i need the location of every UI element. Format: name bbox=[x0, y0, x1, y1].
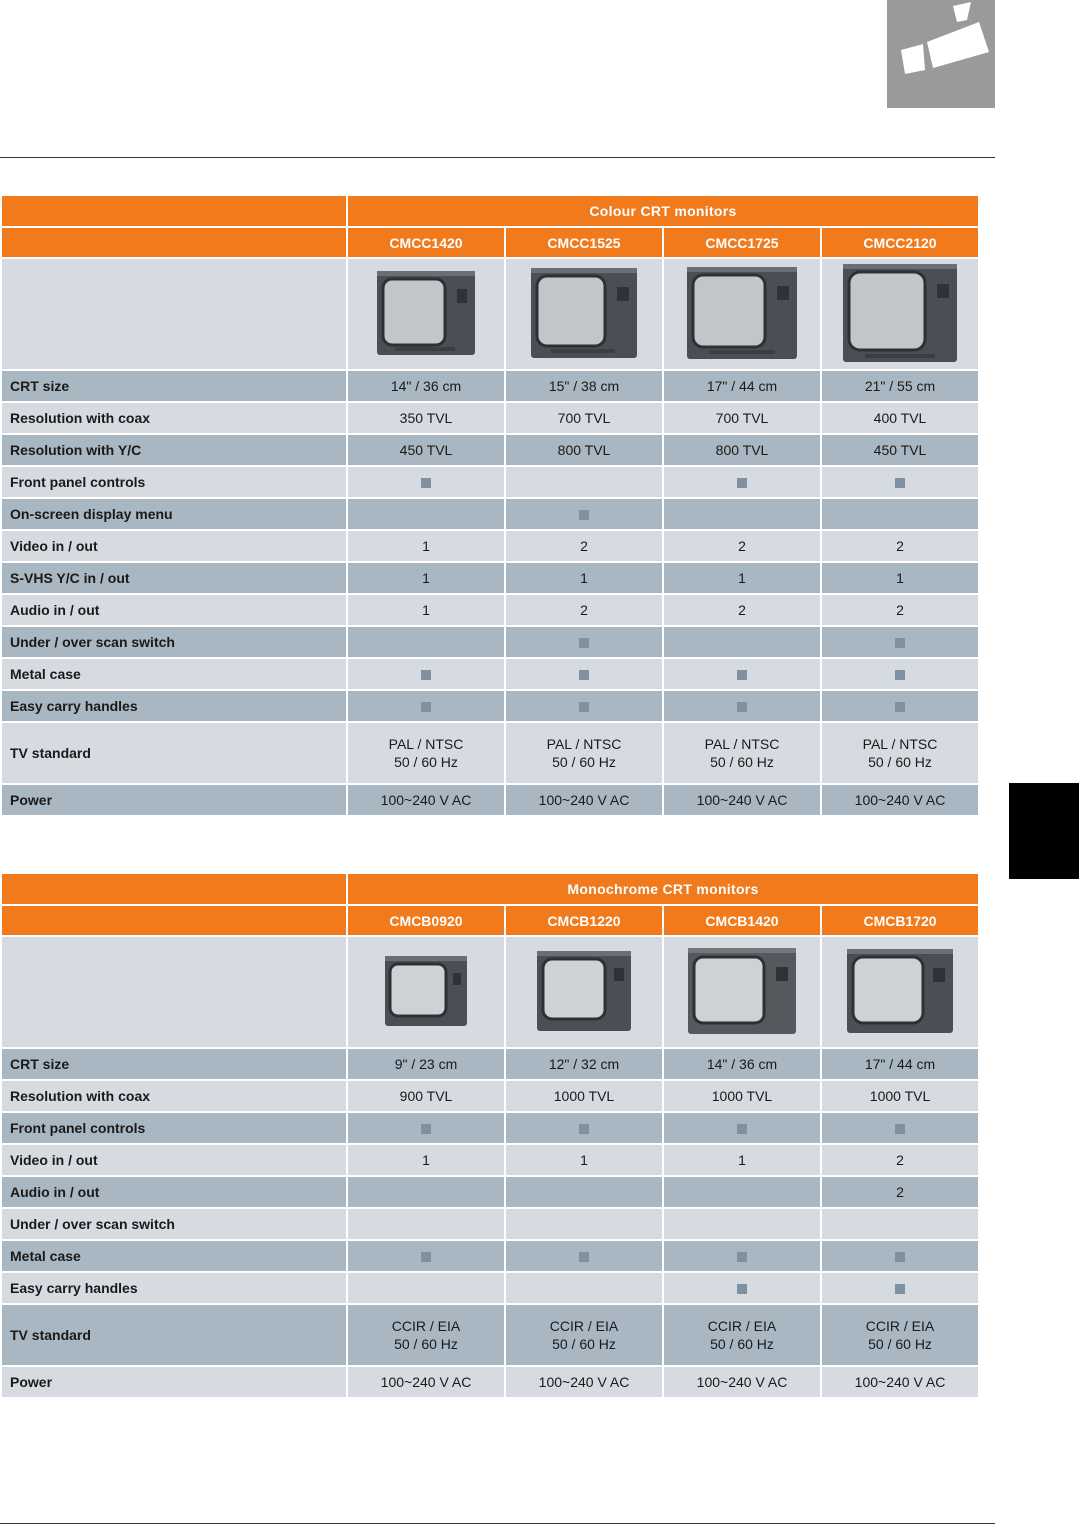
spec-value: 1 bbox=[422, 570, 430, 586]
spec-value-cell bbox=[506, 627, 662, 657]
spec-value: 350 TVL bbox=[399, 410, 453, 426]
spec-label: Front panel controls bbox=[2, 1113, 346, 1143]
spec-value-cell bbox=[664, 723, 820, 783]
spec-value: 14ʺ / 36 cm bbox=[706, 1056, 778, 1072]
spec-value-cell bbox=[822, 1145, 978, 1175]
spec-value: 100~240 V AC bbox=[696, 792, 788, 808]
spec-value-cell bbox=[664, 1273, 820, 1303]
feature-check-icon bbox=[579, 638, 589, 648]
spec-value-cell bbox=[506, 1273, 662, 1303]
spec-label: Video in / out bbox=[2, 531, 346, 561]
feature-check-icon bbox=[895, 1124, 905, 1134]
spec-value-cell bbox=[822, 563, 978, 593]
spec-row bbox=[2, 1113, 978, 1143]
spec-label: Easy carry handles bbox=[2, 1273, 346, 1303]
spec-value-cell bbox=[822, 435, 978, 465]
model-name: CMCC2120 bbox=[822, 228, 978, 257]
feature-check-icon bbox=[421, 478, 431, 488]
feature-check-icon bbox=[895, 478, 905, 488]
spec-value: 450 TVL bbox=[399, 442, 453, 458]
crt-monitor-image bbox=[841, 262, 959, 364]
spec-value-cell bbox=[348, 1177, 504, 1207]
spec-value-cell bbox=[664, 595, 820, 625]
model-name: CMCC1420 bbox=[348, 228, 504, 257]
spec-value: PAL / NTSC 50 / 60 Hz bbox=[388, 736, 464, 770]
spec-value-cell bbox=[348, 1305, 504, 1365]
spec-value-cell bbox=[348, 499, 504, 529]
spec-value-cell bbox=[506, 723, 662, 783]
spec-value-cell bbox=[348, 1209, 504, 1239]
spec-value-cell bbox=[348, 1145, 504, 1175]
spec-value: 1 bbox=[738, 570, 746, 586]
spec-value-cell bbox=[822, 467, 978, 497]
spec-value-cell bbox=[664, 785, 820, 815]
spec-label: Under / over scan switch bbox=[2, 1209, 346, 1239]
spec-value-cell bbox=[664, 691, 820, 721]
spec-value-cell bbox=[348, 691, 504, 721]
model-name: CMCC1525 bbox=[506, 228, 662, 257]
spec-value-cell bbox=[822, 1209, 978, 1239]
spec-value: 2 bbox=[896, 1184, 904, 1200]
spec-label: Audio in / out bbox=[2, 1177, 346, 1207]
spec-row bbox=[2, 723, 978, 783]
spec-value: 1 bbox=[738, 1152, 746, 1168]
product-image-cell bbox=[506, 259, 662, 369]
spec-value-cell bbox=[822, 531, 978, 561]
product-image-cell bbox=[822, 937, 978, 1047]
spec-row bbox=[2, 499, 978, 529]
spec-value-cell bbox=[822, 499, 978, 529]
spec-value: PAL / NTSC 50 / 60 Hz bbox=[862, 736, 938, 770]
spec-value: 800 TVL bbox=[557, 442, 611, 458]
spec-label: Easy carry handles bbox=[2, 691, 346, 721]
spec-value: CCIR / EIA 50 / 60 Hz bbox=[707, 1318, 777, 1352]
spec-value-cell bbox=[664, 1049, 820, 1079]
spec-row bbox=[2, 785, 978, 815]
spec-value-cell bbox=[506, 691, 662, 721]
spec-value-cell bbox=[664, 1145, 820, 1175]
spec-value-cell bbox=[664, 467, 820, 497]
product-image-cell bbox=[348, 259, 504, 369]
image-row-label-cell bbox=[2, 937, 346, 1047]
spec-value-cell bbox=[822, 1367, 978, 1397]
spec-value-cell bbox=[348, 627, 504, 657]
spec-value: 800 TVL bbox=[715, 442, 769, 458]
spec-value-cell bbox=[822, 1273, 978, 1303]
spec-value: 400 TVL bbox=[873, 410, 927, 426]
feature-check-icon bbox=[895, 638, 905, 648]
spec-value: 2 bbox=[580, 602, 588, 618]
spec-value-cell bbox=[348, 1241, 504, 1271]
spec-value-cell bbox=[664, 1177, 820, 1207]
table-corner-cell bbox=[2, 196, 346, 226]
spec-label: Metal case bbox=[2, 1241, 346, 1271]
crt-monitor-image bbox=[375, 267, 477, 359]
spec-value: 100~240 V AC bbox=[380, 1374, 472, 1390]
crt-monitor-image bbox=[845, 946, 955, 1036]
spec-row bbox=[2, 531, 978, 561]
feature-check-icon bbox=[579, 670, 589, 680]
spec-value-cell bbox=[664, 531, 820, 561]
spec-value: 700 TVL bbox=[557, 410, 611, 426]
spec-value-cell bbox=[348, 563, 504, 593]
crt-monitor-image bbox=[686, 945, 798, 1037]
spec-value: 14ʺ / 36 cm bbox=[390, 378, 462, 394]
spec-label: Resolution with Y/C bbox=[2, 435, 346, 465]
spec-value-cell bbox=[664, 1367, 820, 1397]
header-divider bbox=[0, 157, 995, 158]
spec-value-cell bbox=[506, 1241, 662, 1271]
feature-check-icon bbox=[737, 1284, 747, 1294]
product-image-cell bbox=[822, 259, 978, 369]
spec-value-cell bbox=[506, 1367, 662, 1397]
spec-row bbox=[2, 435, 978, 465]
spec-row bbox=[2, 659, 978, 689]
spec-value-cell bbox=[822, 403, 978, 433]
spec-value-cell bbox=[506, 595, 662, 625]
spec-value-cell bbox=[506, 1305, 662, 1365]
spec-value-cell bbox=[664, 1241, 820, 1271]
product-image-cell bbox=[506, 937, 662, 1047]
spec-label: On-screen display menu bbox=[2, 499, 346, 529]
spec-value: 100~240 V AC bbox=[380, 792, 472, 808]
spec-value: 17ʺ / 44 cm bbox=[864, 1056, 936, 1072]
spec-value-cell bbox=[822, 1305, 978, 1365]
model-name: CMCB1220 bbox=[506, 906, 662, 935]
spec-value-cell bbox=[664, 1081, 820, 1111]
spec-value-cell bbox=[822, 1049, 978, 1079]
spec-value-cell bbox=[506, 785, 662, 815]
spec-label: Resolution with coax bbox=[2, 1081, 346, 1111]
spec-value: 700 TVL bbox=[715, 410, 769, 426]
spec-value-cell bbox=[348, 1113, 504, 1143]
spec-label: Power bbox=[2, 1367, 346, 1397]
spec-value: 100~240 V AC bbox=[696, 1374, 788, 1390]
spec-value-cell bbox=[664, 371, 820, 401]
spec-value: CCIR / EIA 50 / 60 Hz bbox=[865, 1318, 935, 1352]
spec-row bbox=[2, 403, 978, 433]
spec-label: TV standard bbox=[2, 1305, 346, 1365]
spec-value: 100~240 V AC bbox=[854, 792, 946, 808]
feature-check-icon bbox=[895, 702, 905, 712]
spec-row bbox=[2, 371, 978, 401]
spec-value-cell bbox=[506, 1113, 662, 1143]
crt-monitor-image bbox=[383, 953, 469, 1029]
spec-value: 1 bbox=[422, 602, 430, 618]
spec-value-cell bbox=[506, 371, 662, 401]
spec-row bbox=[2, 691, 978, 721]
spec-value: 17ʺ / 44 cm bbox=[706, 378, 778, 394]
colour-crt-monitors-table bbox=[0, 194, 980, 817]
feature-check-icon bbox=[421, 702, 431, 712]
spec-value: 1000 TVL bbox=[711, 1088, 773, 1104]
spec-row bbox=[2, 1049, 978, 1079]
model-name: CMCB0920 bbox=[348, 906, 504, 935]
spec-value: 1 bbox=[422, 538, 430, 554]
spec-label: CRT size bbox=[2, 1049, 346, 1079]
spec-value: 1 bbox=[580, 570, 588, 586]
spec-value: CCIR / EIA 50 / 60 Hz bbox=[391, 1318, 461, 1352]
spec-row bbox=[2, 1145, 978, 1175]
spec-value: 900 TVL bbox=[399, 1088, 453, 1104]
spec-value-cell bbox=[348, 403, 504, 433]
spec-value-cell bbox=[664, 1113, 820, 1143]
spec-value-cell bbox=[348, 371, 504, 401]
spec-value: 2 bbox=[896, 602, 904, 618]
spec-value-cell bbox=[348, 1367, 504, 1397]
feature-check-icon bbox=[895, 1252, 905, 1262]
spec-value-cell bbox=[822, 1177, 978, 1207]
spec-value-cell bbox=[664, 563, 820, 593]
section-tab-marker bbox=[1009, 783, 1079, 879]
spec-value-cell bbox=[822, 595, 978, 625]
spec-value-cell bbox=[506, 1049, 662, 1079]
spec-row bbox=[2, 1367, 978, 1397]
spec-value-cell bbox=[506, 531, 662, 561]
spec-value-cell bbox=[506, 435, 662, 465]
spec-row bbox=[2, 595, 978, 625]
spec-value-cell bbox=[348, 435, 504, 465]
spec-value: 2 bbox=[738, 538, 746, 554]
monochrome-crt-monitors-table bbox=[0, 872, 980, 1399]
spec-value: PAL / NTSC 50 / 60 Hz bbox=[546, 736, 622, 770]
spec-value-cell bbox=[822, 1113, 978, 1143]
spec-value-cell bbox=[506, 563, 662, 593]
spec-row bbox=[2, 1177, 978, 1207]
spec-value: 1000 TVL bbox=[553, 1088, 615, 1104]
spec-value: 15ʺ / 38 cm bbox=[548, 378, 620, 394]
spec-value-cell bbox=[822, 1081, 978, 1111]
crt-monitor-image bbox=[535, 948, 633, 1034]
spec-value-cell bbox=[664, 499, 820, 529]
spec-row bbox=[2, 1305, 978, 1365]
spec-value-cell bbox=[348, 1081, 504, 1111]
spec-value-cell bbox=[348, 785, 504, 815]
feature-check-icon bbox=[579, 1252, 589, 1262]
spec-value: 1 bbox=[422, 1152, 430, 1168]
spec-value: CCIR / EIA 50 / 60 Hz bbox=[549, 1318, 619, 1352]
spec-value-cell bbox=[822, 1241, 978, 1271]
spec-value-cell bbox=[506, 1145, 662, 1175]
spec-value-cell bbox=[506, 403, 662, 433]
spec-value: 100~240 V AC bbox=[538, 1374, 630, 1390]
crt-monitor-image bbox=[685, 264, 799, 362]
footer-divider bbox=[0, 1523, 995, 1524]
spec-value-cell bbox=[664, 627, 820, 657]
spec-label: Resolution with coax bbox=[2, 403, 346, 433]
spec-value-cell bbox=[348, 595, 504, 625]
spec-label: TV standard bbox=[2, 723, 346, 783]
spec-value: PAL / NTSC 50 / 60 Hz bbox=[704, 736, 780, 770]
spec-label: S-VHS Y/C in / out bbox=[2, 563, 346, 593]
spec-value-cell bbox=[822, 371, 978, 401]
model-corner-cell bbox=[2, 906, 346, 935]
spec-value-cell bbox=[348, 531, 504, 561]
feature-check-icon bbox=[737, 670, 747, 680]
spec-value-cell bbox=[348, 467, 504, 497]
spec-label: Audio in / out bbox=[2, 595, 346, 625]
table-title: Colour CRT monitors bbox=[348, 196, 978, 226]
spec-label: Under / over scan switch bbox=[2, 627, 346, 657]
feature-check-icon bbox=[895, 1284, 905, 1294]
spec-value: 1 bbox=[580, 1152, 588, 1168]
spec-value-cell bbox=[506, 1177, 662, 1207]
spec-value-cell bbox=[664, 1305, 820, 1365]
model-name: CMCB1720 bbox=[822, 906, 978, 935]
feature-check-icon bbox=[579, 702, 589, 712]
spec-value-cell bbox=[822, 659, 978, 689]
image-row-label-cell bbox=[2, 259, 346, 369]
spec-value-cell bbox=[664, 403, 820, 433]
feature-check-icon bbox=[421, 1124, 431, 1134]
spec-row bbox=[2, 1209, 978, 1239]
feature-check-icon bbox=[579, 510, 589, 520]
crt-monitor-image bbox=[529, 265, 639, 361]
table-corner-cell bbox=[2, 874, 346, 904]
model-name: CMCB1420 bbox=[664, 906, 820, 935]
spec-row bbox=[2, 1081, 978, 1111]
spec-row bbox=[2, 467, 978, 497]
model-name: CMCC1725 bbox=[664, 228, 820, 257]
spec-label: CRT size bbox=[2, 371, 346, 401]
spec-value: 9ʺ / 23 cm bbox=[394, 1056, 458, 1072]
spec-value-cell bbox=[506, 1209, 662, 1239]
feature-check-icon bbox=[737, 1252, 747, 1262]
spec-value-cell bbox=[664, 435, 820, 465]
feature-check-icon bbox=[421, 670, 431, 680]
spec-value: 2 bbox=[896, 538, 904, 554]
spec-value-cell bbox=[822, 691, 978, 721]
spec-value: 2 bbox=[580, 538, 588, 554]
spec-value-cell bbox=[664, 1209, 820, 1239]
spec-value: 100~240 V AC bbox=[538, 792, 630, 808]
spec-value-cell bbox=[348, 1273, 504, 1303]
feature-check-icon bbox=[737, 1124, 747, 1134]
spec-value-cell bbox=[506, 1081, 662, 1111]
spec-value: 1 bbox=[896, 570, 904, 586]
spec-value: 12ʺ / 32 cm bbox=[548, 1056, 620, 1072]
spec-value-cell bbox=[348, 1049, 504, 1079]
spec-value-cell bbox=[822, 785, 978, 815]
spec-row bbox=[2, 1273, 978, 1303]
spec-value-cell bbox=[822, 627, 978, 657]
camera-logo-icon bbox=[887, 0, 995, 108]
spec-label: Front panel controls bbox=[2, 467, 346, 497]
product-image-cell bbox=[664, 937, 820, 1047]
spec-value-cell bbox=[506, 659, 662, 689]
feature-check-icon bbox=[737, 478, 747, 488]
spec-value-cell bbox=[506, 467, 662, 497]
spec-label: Video in / out bbox=[2, 1145, 346, 1175]
model-corner-cell bbox=[2, 228, 346, 257]
spec-row bbox=[2, 563, 978, 593]
spec-row bbox=[2, 627, 978, 657]
spec-value: 21ʺ / 55 cm bbox=[864, 378, 936, 394]
product-image-cell bbox=[664, 259, 820, 369]
feature-check-icon bbox=[421, 1252, 431, 1262]
spec-label: Metal case bbox=[2, 659, 346, 689]
spec-value: 100~240 V AC bbox=[854, 1374, 946, 1390]
feature-check-icon bbox=[737, 702, 747, 712]
spec-value-cell bbox=[348, 659, 504, 689]
spec-value: 2 bbox=[738, 602, 746, 618]
spec-value: 1000 TVL bbox=[869, 1088, 931, 1104]
spec-label: Power bbox=[2, 785, 346, 815]
spec-value-cell bbox=[664, 659, 820, 689]
spec-value: 450 TVL bbox=[873, 442, 927, 458]
spec-row bbox=[2, 1241, 978, 1271]
spec-value-cell bbox=[348, 723, 504, 783]
spec-value: 2 bbox=[896, 1152, 904, 1168]
table-title: Monochrome CRT monitors bbox=[348, 874, 978, 904]
spec-value-cell bbox=[822, 723, 978, 783]
spec-value-cell bbox=[506, 499, 662, 529]
feature-check-icon bbox=[895, 670, 905, 680]
feature-check-icon bbox=[579, 1124, 589, 1134]
product-image-cell bbox=[348, 937, 504, 1047]
